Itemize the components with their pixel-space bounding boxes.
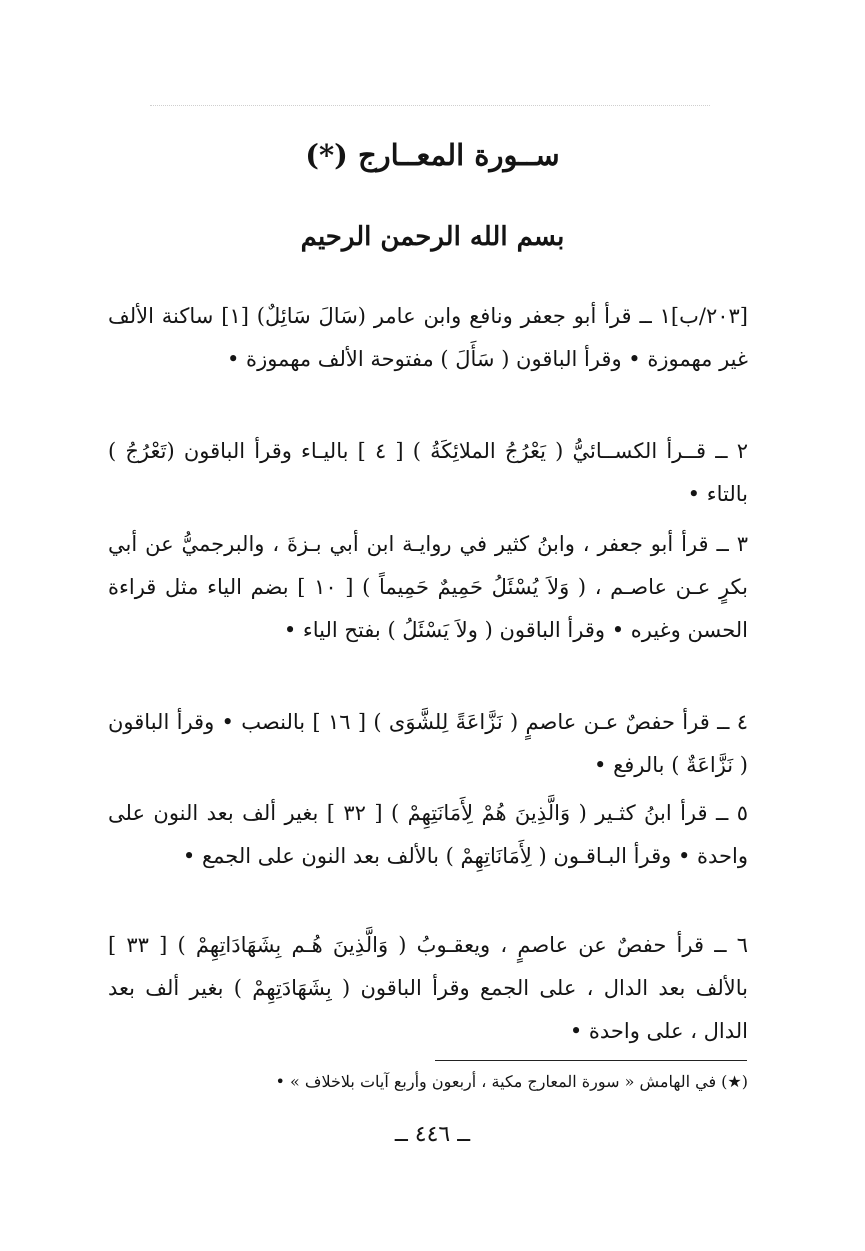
reading-note-4: ٤ ــ قرأ حفصٌ عـن عاصمٍ ( نَزَّاعَةً لِلشَّوَى ) [ ١٦ ] بالنصب • وقرأ الباقون ( نَزَّاعَةٌ ) بالرفع • (108, 710, 748, 777)
page-number: ــ ٤٤٦ ــ (394, 1122, 471, 1147)
basmala: بسم الله الرحمن الرحيم (300, 222, 565, 252)
footnote-divider (435, 1060, 747, 1061)
reading-note-5: ٥ ــ قرأ ابنُ كثـير ( وَالَّذِينَ هُمْ لِأَمَانَتِهِمْ ) [ ٣٢ ] بغير ألف بعد النون على واحدة • وقرأ البـاقـون ( لِأَمَانَاتِهِمْ ) بالألف بعد النون على الجمع • (108, 801, 748, 868)
reading-note-6: ٦ ــ قرأ حفصٌ عن عاصمٍ ، ويعقـوبُ ( وَالَّذِينَ هُـم بِشَهَادَاتِهِمْ ) [ ٣٣ ] بالألف بعد الدال ، على الجمع وقرأ الباقون ( بِشَهَادَتِهِمْ ) بغير ألف بعد الدال ، على واحدة • (108, 933, 748, 1043)
scan-artifact (150, 105, 710, 110)
footnote: (★) في الهامش « سورة المعارج مكية ، أربعون وأربع آيات بلاخلاف » • (275, 1072, 748, 1091)
reading-note-2: ٢ ــ قــرأ الكســائيُّ ( يَعْرُجُ الملائِكَةُ ) [ ٤ ] باليـاء وقرأ الباقون (تَعْرُجُ ) بالتاء • (108, 439, 748, 506)
reading-note-3: ٣ ــ قرأ أبو جعفر ، وابنُ كثير في روايـة ابن أبي بـزةَ ، والبرجميُّ عن أبي بكرٍ عـن عاصـم ، ( وَلاَ يُسْئَلُ حَمِيمٌ حَمِيماً ) [ ١٠ ] بضم الياء مثل قراءة الحسن وغيره • وقرأ الباقون ( ولاَ يَسْئَلُ ) بفتح الياء • (108, 532, 748, 642)
surah-title: ســورة المعــارج (*) (305, 138, 560, 172)
reading-note-1: [٢٠٣/ب]١ ــ قرأ أبو جعفر ونافع وابن عامر (سَالَ سَائِلٌ) [١] ساكنة الألف غير مهموزة • وقرأ الباقون ( سَأَلَ ) مفتوحة الألف مهموزة • (108, 304, 748, 371)
